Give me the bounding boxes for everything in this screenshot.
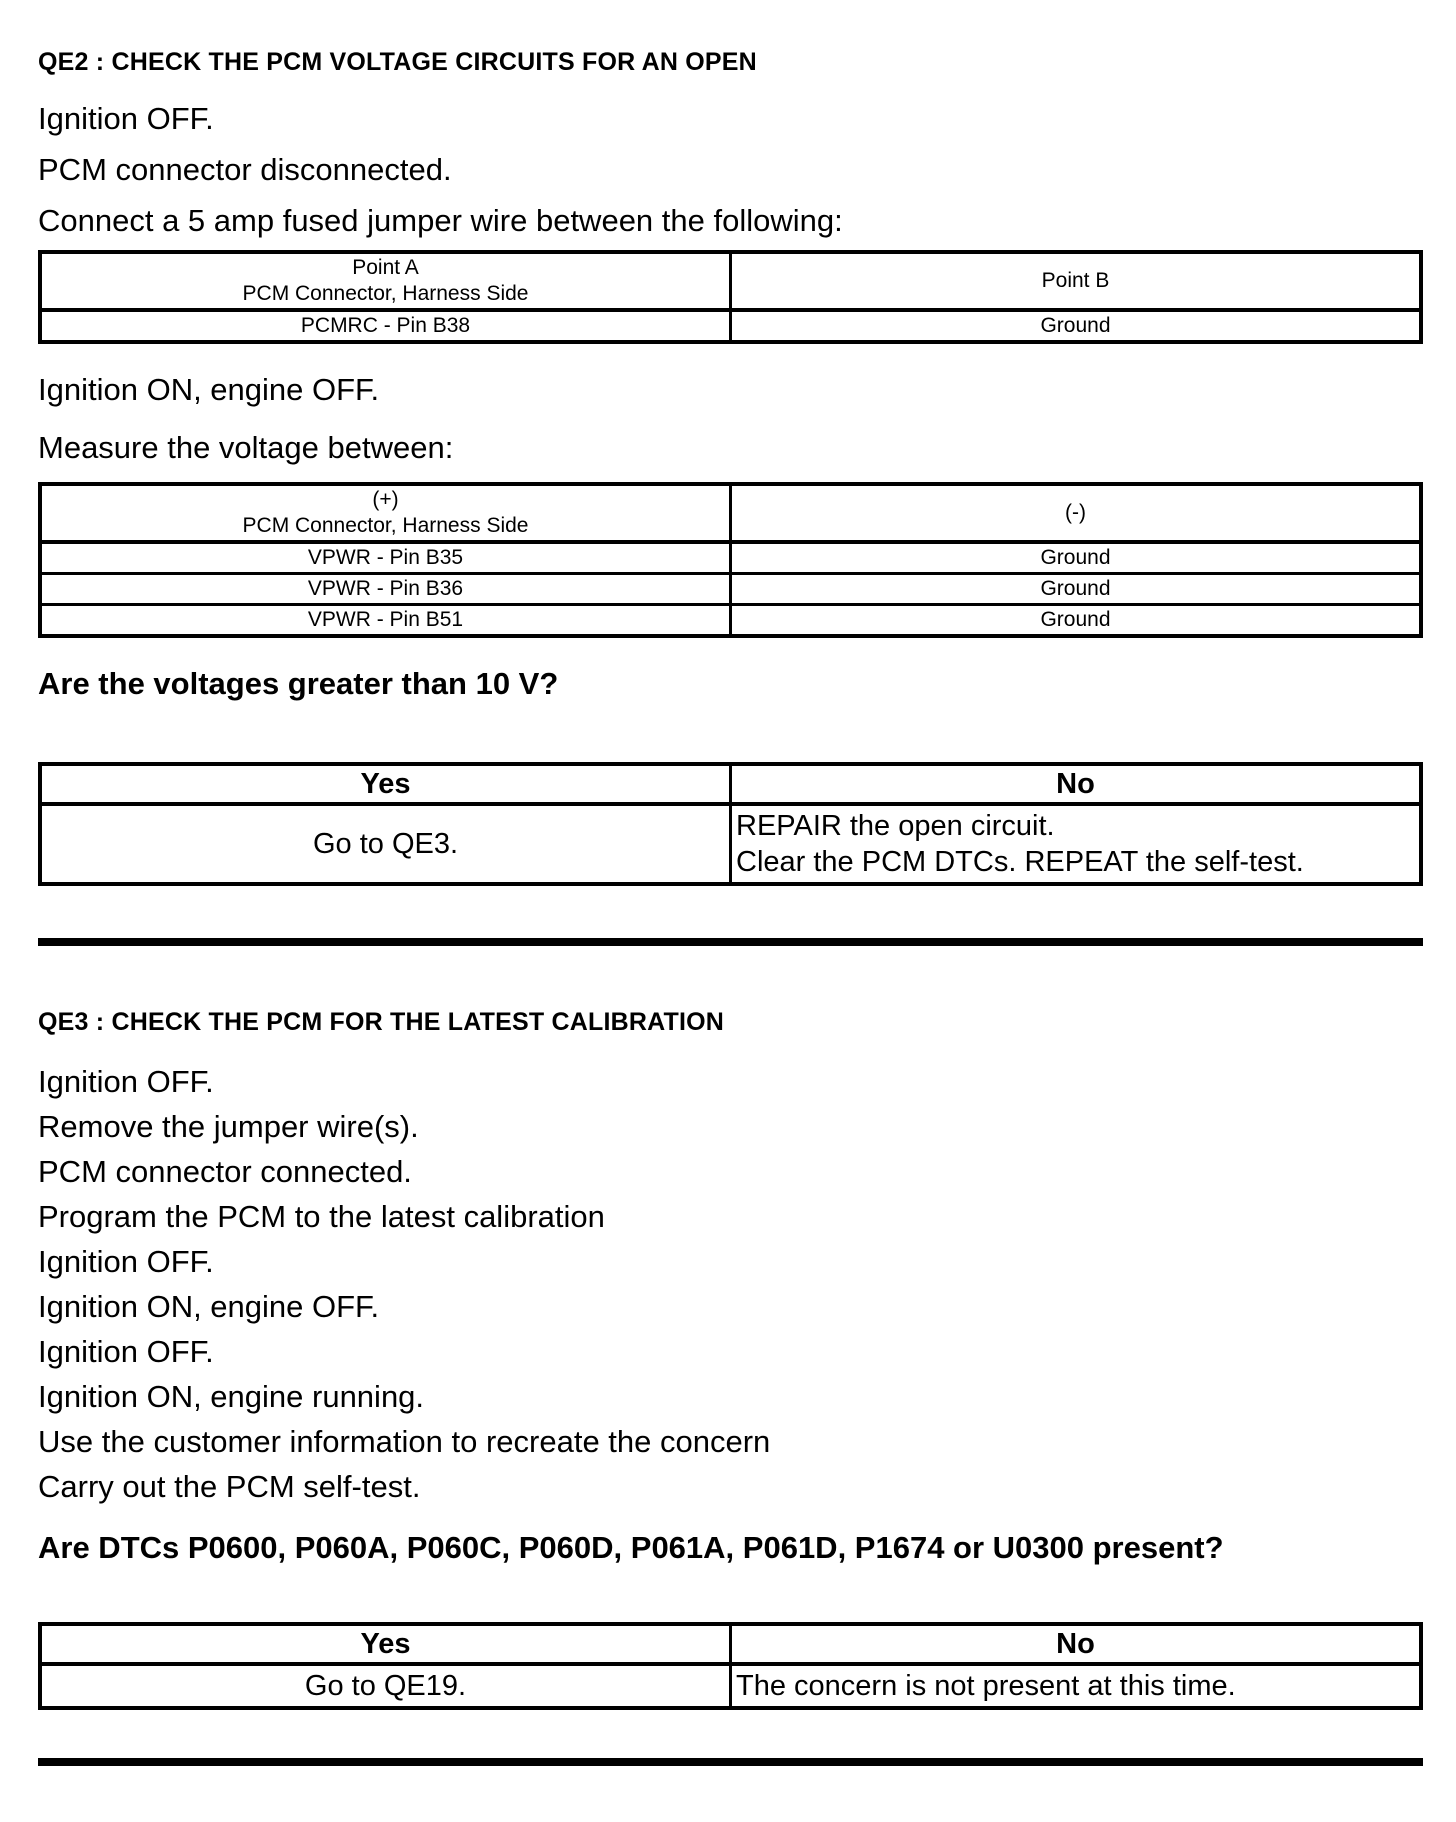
decision-result-row — [40, 804, 1421, 884]
qe2-step-measure-voltage: Measure the voltage between: — [38, 430, 454, 465]
qe3-step-5: Ignition OFF. — [38, 1244, 214, 1279]
decision-header-row — [40, 764, 1421, 804]
voltage-table-header-row — [40, 484, 1421, 542]
qe2-title: QE2 : CHECK THE PCM VOLTAGE CIRCUITS FOR AN OPEN — [38, 48, 757, 76]
no-action-line: The concern is not present at this time. — [736, 1670, 1236, 1702]
yes-header-cell: Yes — [40, 1624, 731, 1664]
qe2-question: Are the voltages greater than 10 V? — [38, 666, 559, 701]
positive-sublabel: PCM Connector, Harness Side — [242, 514, 529, 537]
qe3-step-1: Ignition OFF. — [38, 1064, 214, 1099]
ground-cell: Ground — [731, 310, 1422, 342]
qe3-step-10: Carry out the PCM self-test. — [38, 1469, 421, 1504]
qe3-step-8: Ignition ON, engine running. — [38, 1379, 425, 1414]
yes-header-cell: Yes — [40, 764, 731, 804]
qe2-step-ignition-on: Ignition ON, engine OFF. — [38, 372, 380, 407]
qe3-decision-table — [38, 1622, 1423, 1710]
table-row — [40, 605, 1421, 637]
decision-header-row — [40, 1624, 1421, 1664]
qe2-step-connect-jumper: Connect a 5 amp fused jumper wire between the following: — [38, 203, 843, 238]
point-b-header-cell — [731, 252, 1422, 310]
qe2-decision-table — [38, 762, 1423, 886]
yes-action-cell: Go to QE19. — [40, 1664, 731, 1708]
qe2-step-pcm-disconnected: PCM connector disconnected. — [38, 152, 452, 187]
section-divider — [38, 1758, 1423, 1766]
no-action-line: REPAIR the open circuit. — [736, 810, 1055, 842]
ground-cell: Ground — [731, 574, 1422, 605]
point-a-label: Point A — [352, 256, 419, 279]
no-action-cell — [731, 1664, 1422, 1708]
pin-cell: VPWR - Pin B51 — [40, 605, 731, 637]
qe3-step-7: Ignition OFF. — [38, 1334, 214, 1369]
qe2-step-ignition-off: Ignition OFF. — [38, 101, 214, 136]
section-divider — [38, 938, 1423, 946]
table-row — [40, 574, 1421, 605]
jumper-table-header-row — [40, 252, 1421, 310]
pin-cell: VPWR - Pin B35 — [40, 542, 731, 574]
qe3-step-9: Use the customer information to recreate the concern — [38, 1424, 771, 1459]
point-a-sublabel: PCM Connector, Harness Side — [242, 282, 529, 305]
point-b-label: Point B — [1041, 269, 1110, 292]
no-header-cell: No — [731, 764, 1422, 804]
qe2-voltage-table — [38, 482, 1423, 638]
table-row — [40, 542, 1421, 574]
negative-label: (-) — [1065, 501, 1086, 524]
qe3-step-3: PCM connector connected. — [38, 1154, 412, 1189]
table-row — [40, 310, 1421, 342]
qe3-question: Are DTCs P0600, P060A, P060C, P060D, P061A, P061D, P1674 or U0300 present? — [38, 1530, 1224, 1565]
qe3-step-4: Program the PCM to the latest calibration — [38, 1199, 605, 1234]
point-a-header-cell — [40, 252, 731, 310]
negative-header-cell — [731, 484, 1422, 542]
pin-cell: VPWR - Pin B36 — [40, 574, 731, 605]
qe3-title: QE3 : CHECK THE PCM FOR THE LATEST CALIBRATION — [38, 1008, 725, 1036]
decision-result-row — [40, 1664, 1421, 1708]
pin-cell: PCMRC - Pin B38 — [40, 310, 731, 342]
no-header-cell: No — [731, 1624, 1422, 1664]
positive-label: (+) — [372, 488, 399, 511]
no-action-cell — [731, 804, 1422, 884]
ground-cell: Ground — [731, 542, 1422, 574]
qe3-step-6: Ignition ON, engine OFF. — [38, 1289, 380, 1324]
yes-action-cell: Go to QE3. — [40, 804, 731, 884]
no-action-line: Clear the PCM DTCs. REPEAT the self-test. — [736, 846, 1304, 878]
positive-header-cell — [40, 484, 731, 542]
ground-cell: Ground — [731, 605, 1422, 637]
qe2-jumper-wire-table — [38, 250, 1423, 344]
qe3-step-2: Remove the jumper wire(s). — [38, 1109, 419, 1144]
